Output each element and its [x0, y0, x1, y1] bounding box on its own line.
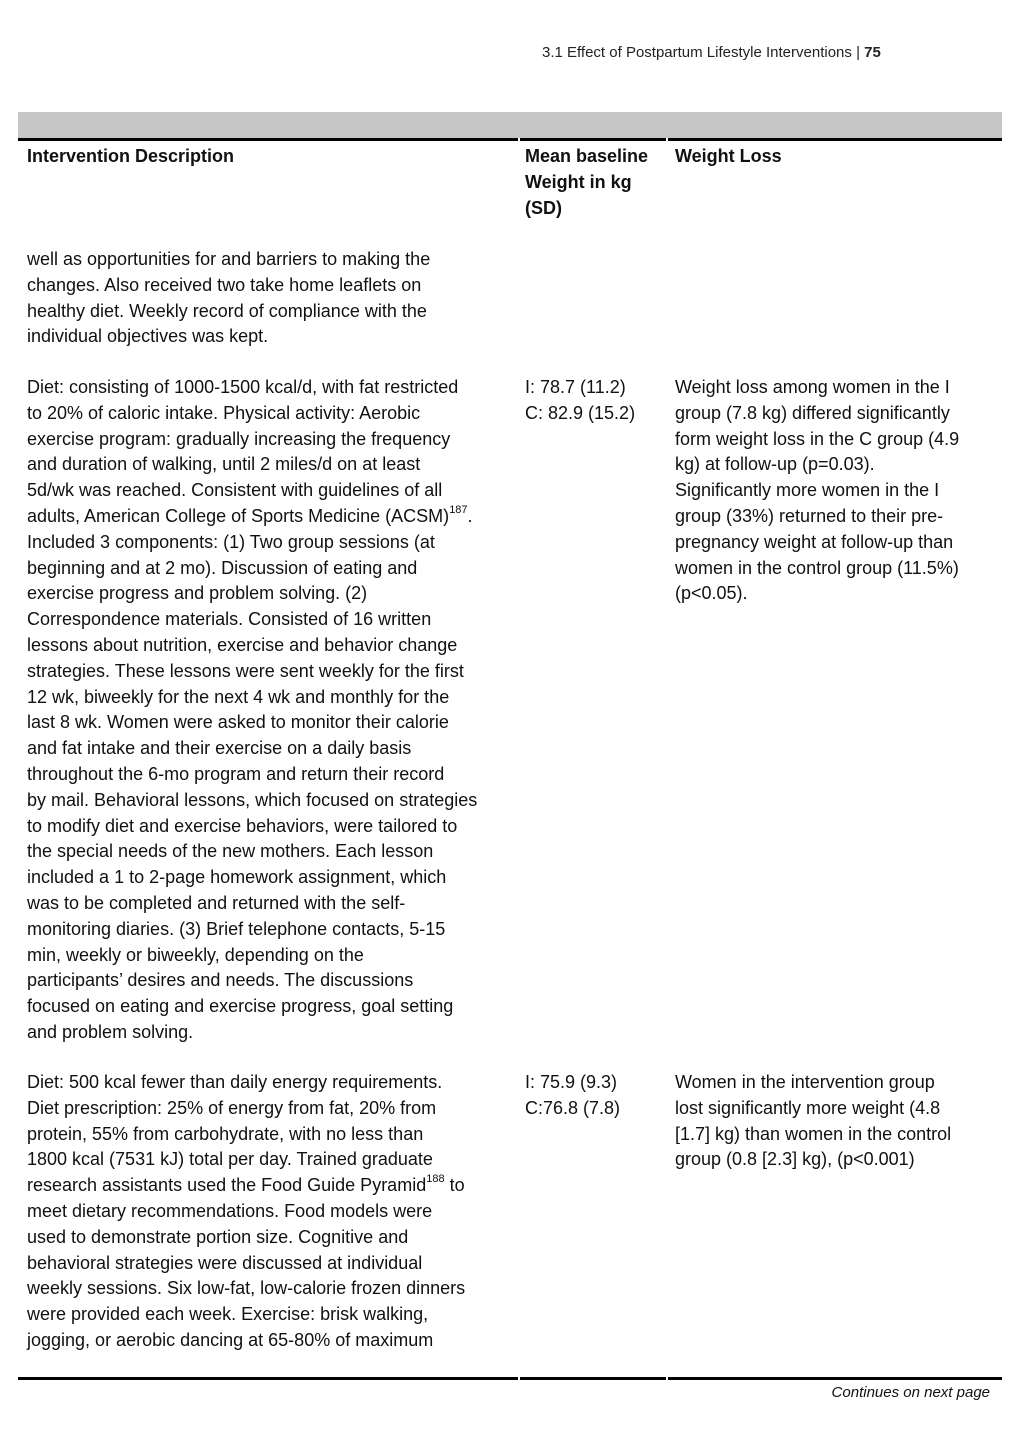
- row2-intervention: [27, 375, 477, 1046]
- row3-intervention: [27, 1070, 465, 1354]
- row2-weight-loss: Weight loss among women in the I group (7.8 kg) differed significantly form weight loss in the C group (4.9 kg) at follow-up (p=0.03). Significantly more women in the I group (33%) returned to their pre- pregnancy weight at follow-up than women in the control group (11.5%) (p<0.05).: [675, 377, 960, 604]
- running-header: [542, 44, 881, 61]
- section-title: 3.1 Effect of Postpartum Lifestyle Interventions: [542, 44, 852, 61]
- row2-baseline: I: 78.7 (11.2) C: 82.9 (15.2): [525, 377, 636, 423]
- column-divider: [666, 138, 668, 141]
- header-separator: |: [856, 44, 860, 61]
- continues-note: Continues on next page: [831, 1384, 990, 1401]
- table-title-band: [18, 112, 1002, 139]
- column-divider: [518, 1377, 520, 1380]
- table-top-rule: [18, 138, 1002, 141]
- column-divider: [666, 1377, 668, 1380]
- row3-weight-loss: Women in the intervention group lost significantly more weight (4.8 [1.7] kg) than women in the control group (0.8 [2.3] kg), (p<0.001): [675, 1072, 952, 1170]
- row1-intervention: well as opportunities for and barriers to making the changes. Also received two take home leaflets on healthy diet. Weekly record of compliance with the individual objectives was kept.: [27, 249, 431, 347]
- header-intervention: Intervention Description: [27, 146, 235, 166]
- reference-187: 187: [449, 503, 468, 516]
- reference-188: 188: [426, 1173, 445, 1186]
- header-baseline-weight: Mean baseline Weight in kg (SD): [525, 146, 649, 218]
- row2-intervention-part1: Diet: consisting of 1000-1500 kcal/d, with fat restricted to 20% of caloric intake. Physical activity: Aerobic exercise program: gradually increasing the frequency and duration of walking, until 2 miles/d on at least 5d/wk was reached. Consistent with guidelines of all adults, American College of Sports Medicine (ACSM): [27, 377, 459, 526]
- column-divider: [518, 138, 520, 141]
- table-bottom-rule: [18, 1377, 1002, 1380]
- header-weight-loss: Weight Loss: [675, 146, 782, 166]
- page-number: 75: [864, 44, 881, 61]
- row3-intervention-part2: to meet dietary recommendations. Food models were used to demonstrate portion size. Cognitive and behavioral strategies were discussed at individual weekly sessions. Six low-fat, low-calorie frozen dinners were provided each week. Exercise: brisk walking, jogging, or aerobic dancing at 65-80% of maximum: [27, 1175, 466, 1350]
- row2-intervention-part2: . Included 3 components: (1) Two group sessions (at beginning and at 2 mo). Discussion of eating and exercise progress and problem solving. (2) Correspondence materials. Consisted of 16 written lessons about nutrition, exercise and behavior change strategies. These lessons were sent weekly for the first 12 wk, biweekly for the next 4 wk and monthly for the last 8 wk. Women were asked to monitor their calorie and fat intake and their exercise on a daily basis throughout the 6-mo program and return their record by mail. Behavioral lessons, which focused on strategies to modify diet and exercise behaviors, were tailored to the special needs of the new mothers. Each lesson included a 1 to 2-page homework assignment, which was to be completed and returned with the self- monitoring diaries. (3) Brief telephone contacts, 5-15 min, weekly or biweekly, depending on the participants’ desires and needs. The discussions focused on eating and exercise progress, goal setting and problem solving.: [27, 505, 478, 1042]
- row3-intervention-part1: Diet: 500 kcal fewer than daily energy requirements. Diet prescription: 25% of energy from fat, 20% from protein, 55% from carbohydrate, with no less than 1800 kcal (7531 kJ) total per day. Trained graduate research assistants used the Food Guide Pyramid: [27, 1072, 443, 1196]
- row3-baseline: I: 75.9 (9.3) C:76.8 (7.8): [525, 1072, 621, 1118]
